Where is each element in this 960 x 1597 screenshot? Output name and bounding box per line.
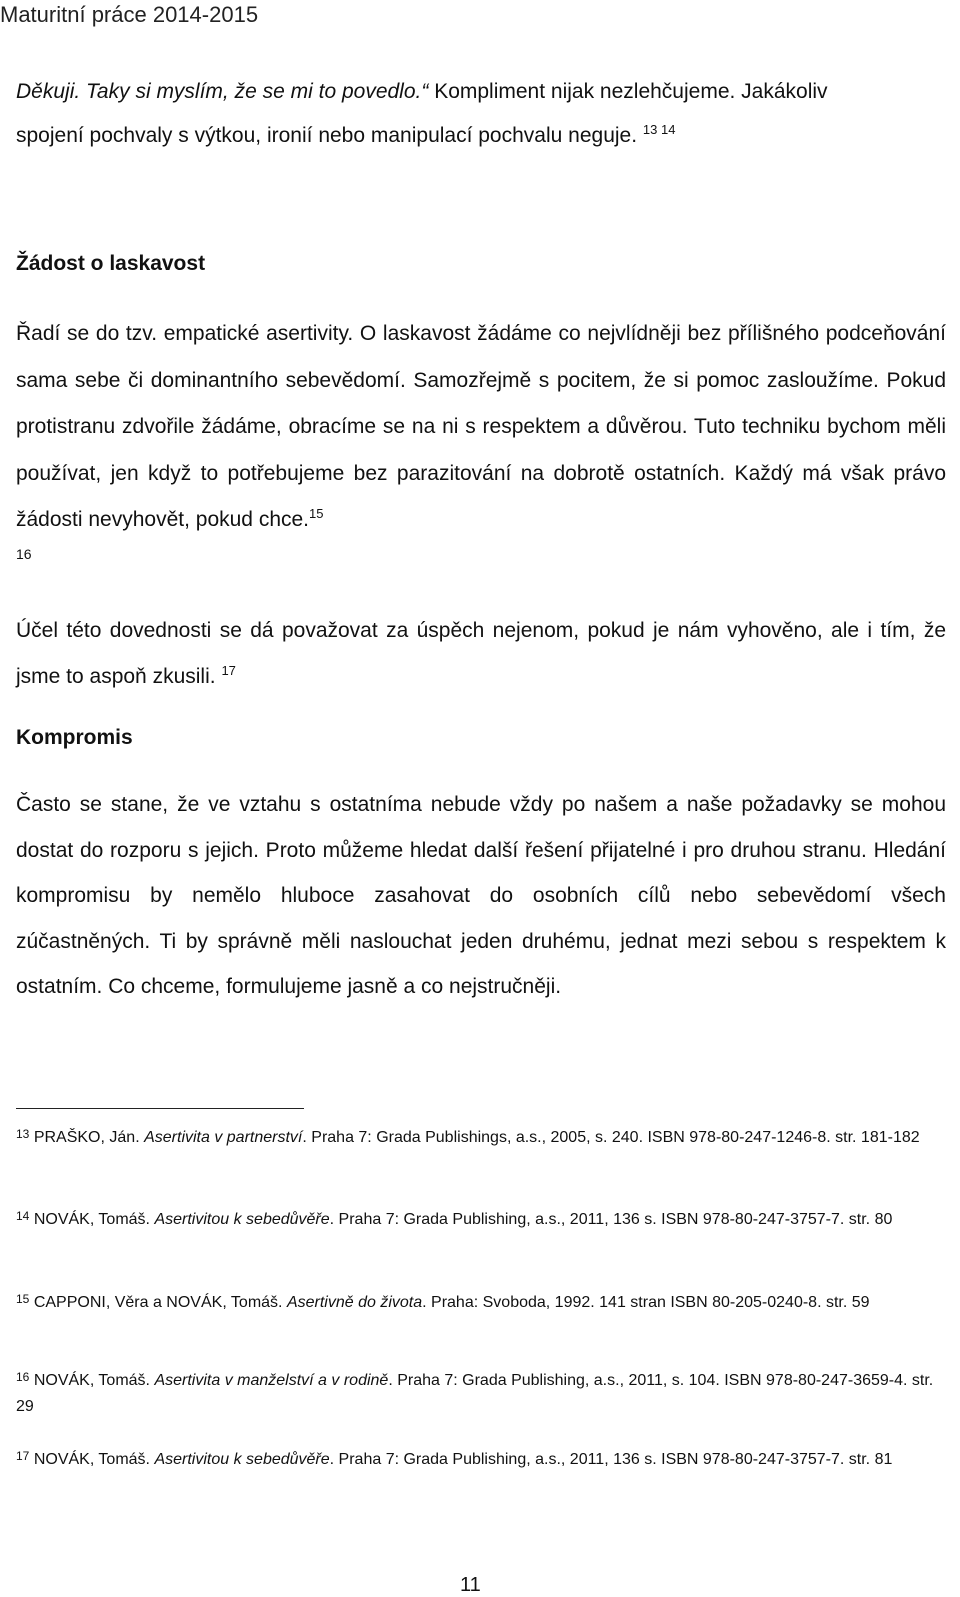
footnote-number: 16 xyxy=(16,1370,30,1384)
intro-paragraph xyxy=(16,70,946,158)
quoted-thanks: Děkuji. Taky si myslím, že se mi to povedlo.“ xyxy=(16,80,429,103)
footnote-details: . Praha 7: Grada Publishing, a.s., 2011, 136 s. ISBN 978-80-247-3757-7. str. 80 xyxy=(329,1211,893,1228)
footnote-number: 14 xyxy=(16,1209,30,1223)
footnote-title: Asertivita v manželství a v rodině xyxy=(154,1372,389,1389)
footnote-ref-15: 15 xyxy=(309,506,324,521)
paragraph-laskavost-text: Řadí se do tzv. empatické asertivity. O laskavost žádáme co nejvlídněji bez přílišného podceňování sama sebe či dominantního sebevědomí. Samozřejmě s pocitem, že si pomoc zasloužíme. Pokud protistranu zdvořile žádáme, obracíme se na ni s respektem a důvěrou. Tuto techniku bychom měli používat, jen když to potřebujeme bez parazitování na dobrotě ostatních. Každý má však právo žádosti nevyhovět, pokud chce. xyxy=(16,322,946,531)
paragraph-ucel xyxy=(16,608,946,700)
running-header: Maturitní práce 2014-2015 xyxy=(0,2,259,27)
footnote-title: Asertivita v partnerství xyxy=(144,1129,303,1146)
section-heading-laskavost: Žádost o laskavost xyxy=(16,252,206,275)
footnote-ref-13-14: 13 14 xyxy=(642,122,676,137)
footnote-number: 13 xyxy=(16,1127,30,1141)
footnote-14 xyxy=(16,1207,946,1233)
footnote-author: NOVÁK, Tomáš. xyxy=(33,1372,150,1389)
footnote-number: 17 xyxy=(16,1449,30,1463)
footnote-details: . Praha 7: Grada Publishing, a.s., 2011, s. 104. ISBN 978-80-247-3659-4. str. 29 xyxy=(16,1372,934,1415)
footnote-details: . Praha 7: Grada Publishings, a.s., 2005, s. 240. ISBN 978-80-247-1246-8. str. 181-182 xyxy=(302,1129,920,1146)
footnote-title: Asertivně do života xyxy=(286,1294,423,1311)
footnote-ref-16: 16 xyxy=(16,546,32,562)
footnote-author: PRAŠKO, Ján. xyxy=(33,1129,140,1146)
footnote-title: Asertivitou k sebedůvěře xyxy=(154,1211,330,1228)
footnote-ref-17: 17 xyxy=(221,663,236,678)
paragraph-ucel-text: Účel této dovednosti se dá považovat za úspěch nejenom, pokud je nám vyhověno, ale i tím, že jsme to aspoň zkusili. xyxy=(16,619,946,688)
footnote-title: Asertivitou k sebedůvěře xyxy=(154,1451,330,1468)
footnote-author: CAPPONI, Věra a NOVÁK, Tomáš. xyxy=(33,1294,283,1311)
intro-line-1 xyxy=(16,70,946,114)
footnote-separator xyxy=(16,1108,304,1109)
page-number: 11 xyxy=(460,1574,481,1596)
footnote-details: . Praha: Svoboda, 1992. 141 stran ISBN 80-205-0240-8. str. 59 xyxy=(422,1294,870,1311)
footnote-17 xyxy=(16,1447,946,1473)
footnote-number: 15 xyxy=(16,1292,30,1306)
paragraph-kompromis: Často se stane, že ve vztahu s ostatníma nebude vždy po našem a naše požadavky se mohou dostat do rozporu s jejich. Proto můžeme hledat další řešení přijatelné i pro druhou stranu. Hledání kompromisu by nemělo hluboce zasahovat do osobních cílů nebo sebevědomí všech zúčastněných. Ti by správně měli naslouchat jeden druhému, jednat mezi sebou s respektem k ostatním. Co chceme, formulujeme jasně a co nejstručněji. xyxy=(16,793,946,998)
intro-line-1-text xyxy=(16,70,828,114)
section-heading-kompromis: Kompromis xyxy=(16,726,133,749)
intro-line-2-text: spojení pochvaly s výtkou, ironií nebo manipulací pochvalu neguje. xyxy=(16,124,638,147)
footnote-16 xyxy=(16,1368,946,1420)
footnote-author: NOVÁK, Tomáš. xyxy=(33,1211,150,1228)
footnote-15 xyxy=(16,1290,946,1316)
footnote-author: NOVÁK, Tomáš. xyxy=(33,1451,150,1468)
footnote-13 xyxy=(16,1125,946,1151)
intro-continuation: Kompliment nijak nezlehčujeme. Jakákoliv xyxy=(428,80,828,103)
footnote-details: . Praha 7: Grada Publishing, a.s., 2011, 136 s. ISBN 978-80-247-3757-7. str. 81 xyxy=(329,1451,893,1468)
paragraph-laskavost xyxy=(16,311,946,544)
intro-line-2 xyxy=(16,114,946,158)
